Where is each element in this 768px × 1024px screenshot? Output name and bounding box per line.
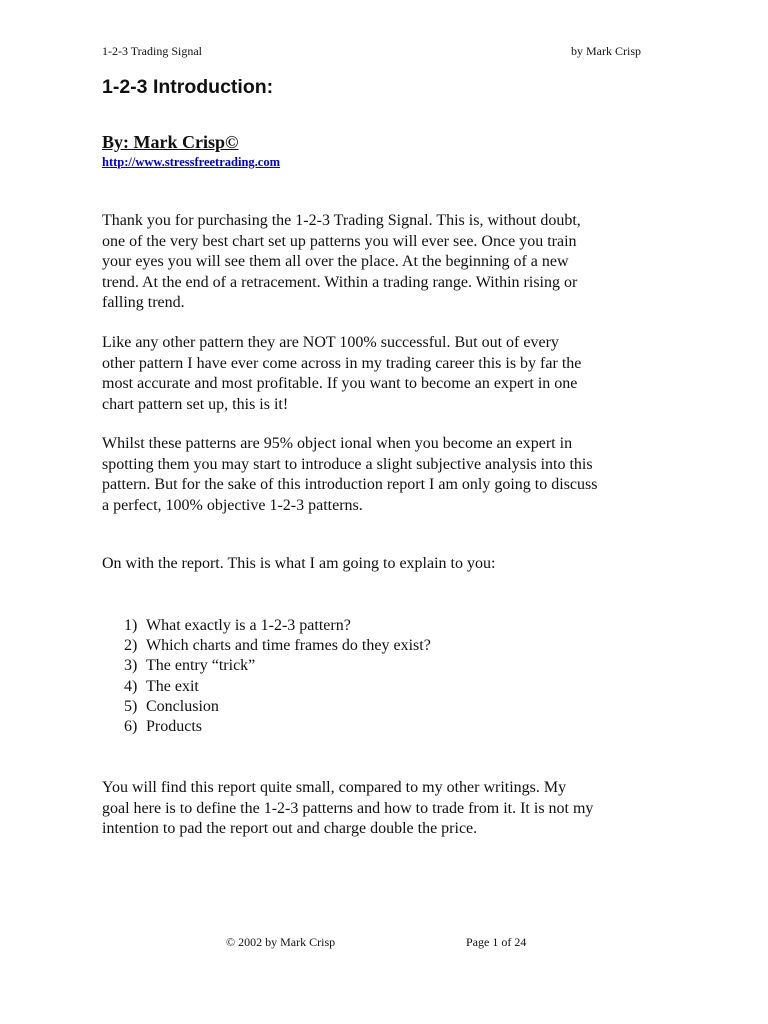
- list-item-text: Conclusion: [146, 697, 219, 715]
- paragraph-intro: Thank you for purchasing the 1-2-3 Trading Signal. This is, without doubt, one of the very best chart set up patterns you will ever see. Once you train your eyes you will see them all over the place. At the beginning of a new trend. At the end of a retracement. Within a trading range. Within rising or falling trend.: [102, 212, 581, 311]
- list-item: [124, 636, 431, 656]
- list-item-text: The entry “trick”: [146, 657, 256, 675]
- list-item-number: 3): [124, 657, 138, 675]
- footer-copyright: © 2002 by Mark Crisp: [226, 935, 336, 949]
- website-link[interactable]: http://www.stressfreetrading.com: [102, 155, 280, 169]
- list-item: [124, 697, 431, 717]
- list-item-text: Which charts and time frames do they exist?: [146, 637, 431, 655]
- list-item: [124, 677, 431, 697]
- list-item: [124, 717, 431, 737]
- author-byline: By: Mark Crisp©: [102, 132, 239, 152]
- paragraph-report-scope: You will find this report quite small, compared to my other writings. My goal here is to define the 1-2-3 patterns and how to trade from it. It is not my intention to pad the report out and charge double the price.: [102, 779, 594, 837]
- paragraph-report-overview: On with the report. This is what I am going to explain to you:: [102, 555, 496, 572]
- running-header-author: by Mark Crisp: [571, 44, 641, 58]
- running-header-title: 1-2-3 Trading Signal: [102, 44, 203, 58]
- contents-list: [124, 616, 431, 737]
- list-item-number: 2): [124, 637, 138, 655]
- list-item: [124, 616, 431, 636]
- list-item-text: What exactly is a 1-2-3 pattern?: [146, 617, 351, 634]
- list-item-number: 5): [124, 697, 138, 715]
- page-title: 1-2-3 Introduction:: [102, 76, 274, 98]
- list-item-number: 6): [124, 718, 138, 736]
- list-item: [124, 656, 431, 676]
- list-item-number: 4): [124, 677, 138, 695]
- paragraph-objective: Whilst these patterns are 95% object ional when you become an expert in spotting them you may start to introduce a slight subjective analysis into this pattern. But for the sake of this introduction report I am only going to discuss a perfect, 100% objective 1-2-3 patterns.: [102, 435, 598, 514]
- list-item-text: Products: [146, 718, 202, 736]
- list-item-number: 1): [124, 617, 138, 634]
- footer-page-number: Page 1 of 24: [466, 935, 527, 949]
- list-item-text: The exit: [146, 677, 199, 695]
- paragraph-success: Like any other pattern they are NOT 100% successful. But out of every other pattern I have ever come across in my trading career this is by far the most accurate and most profitable. If you want to become an expert in one chart pattern set up, this is it!: [102, 334, 582, 413]
